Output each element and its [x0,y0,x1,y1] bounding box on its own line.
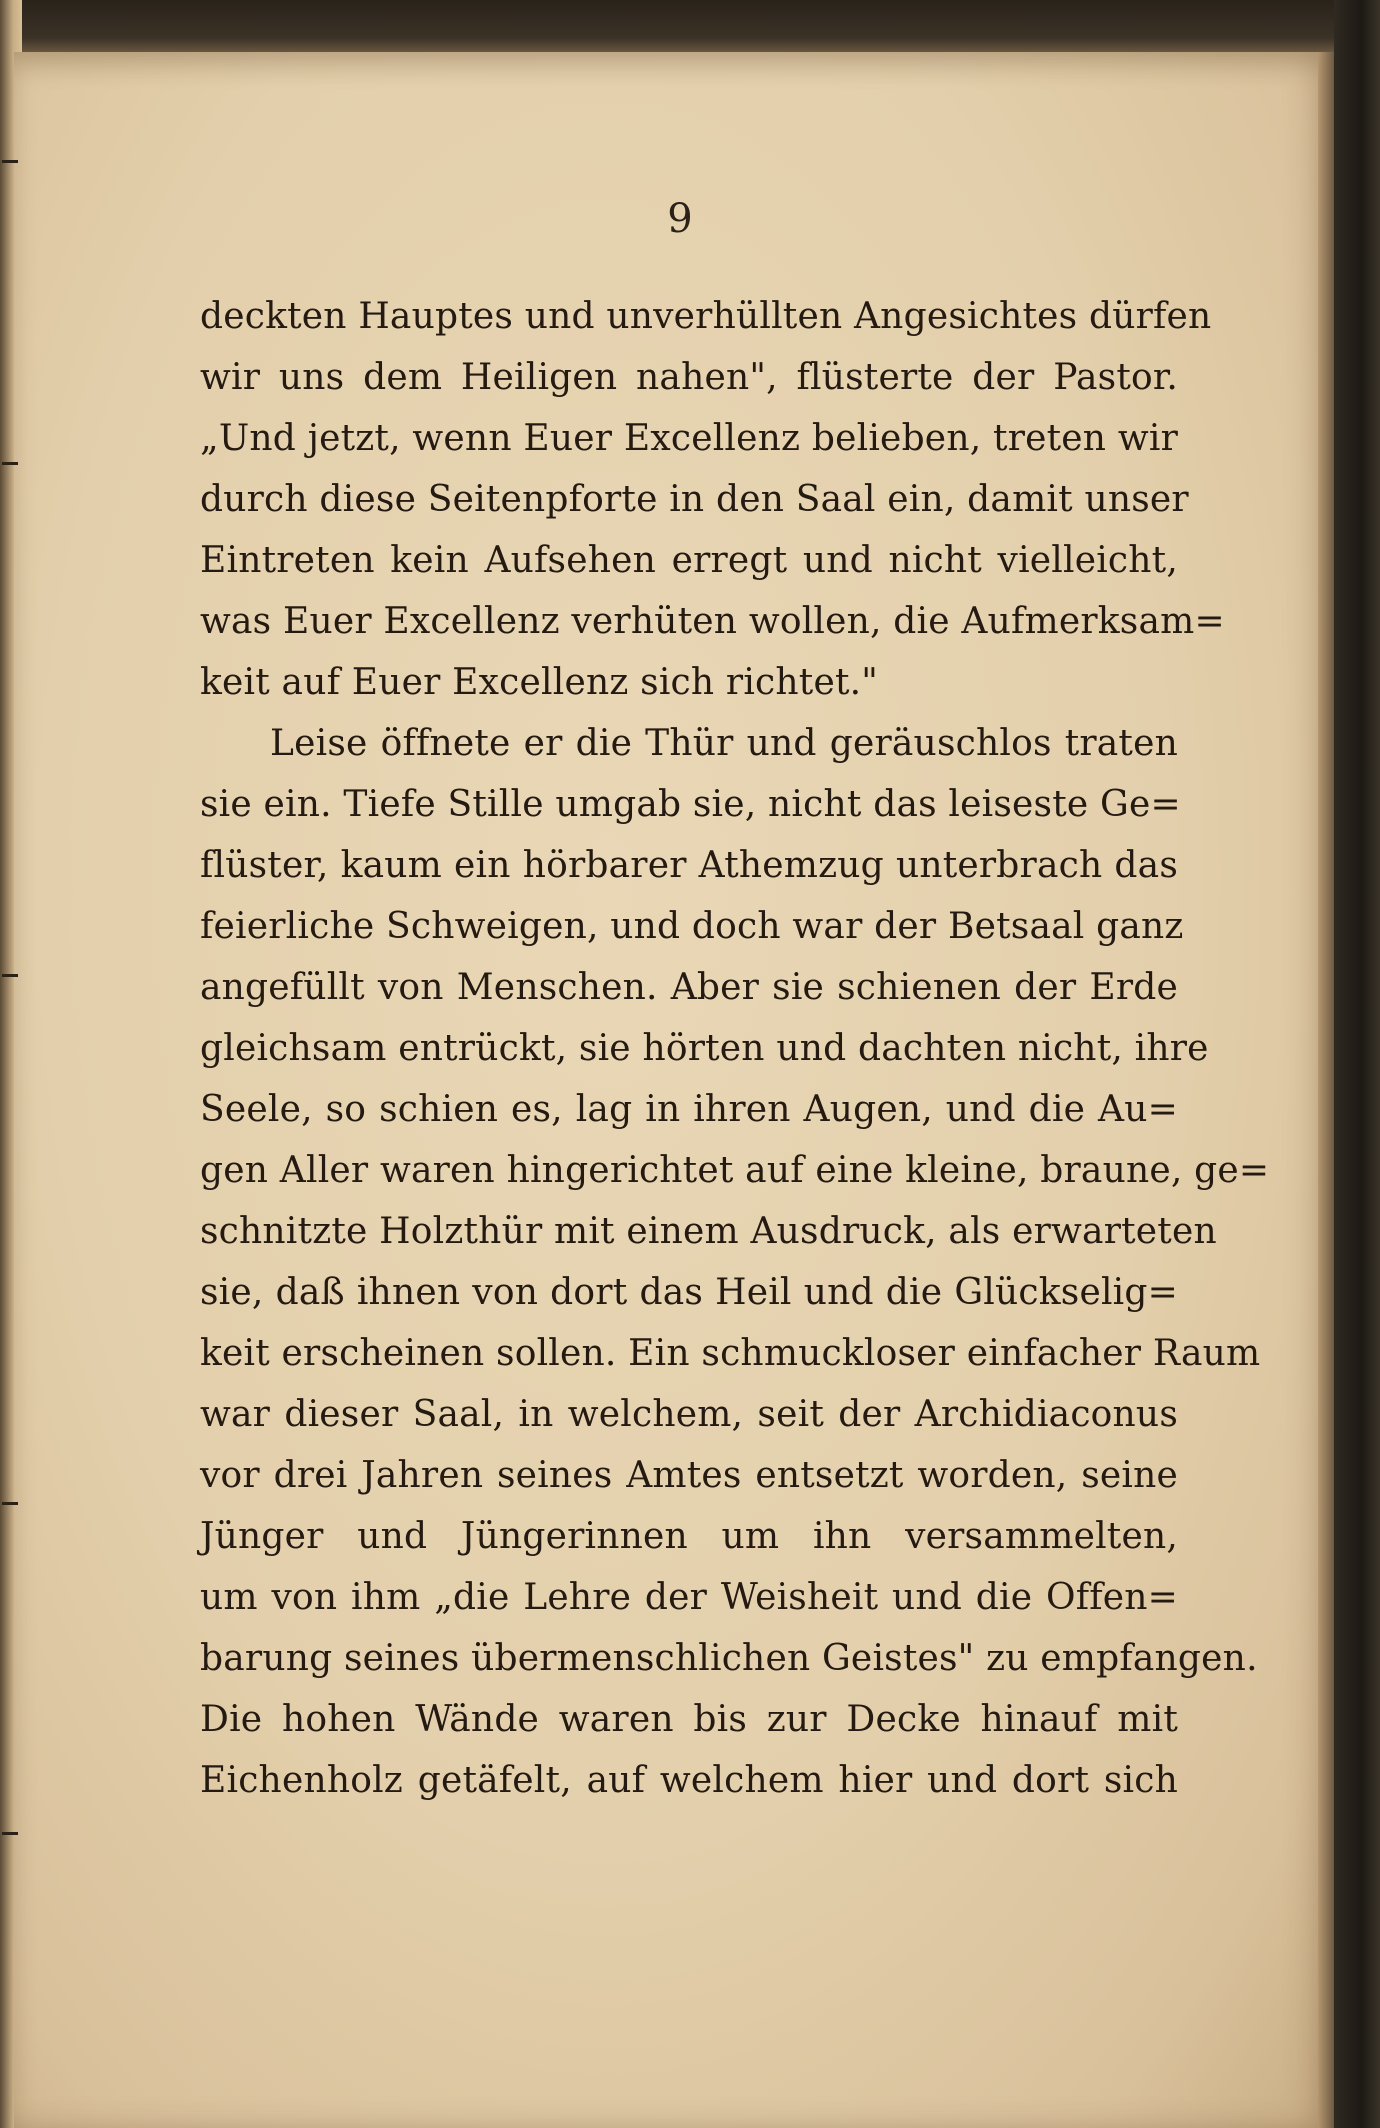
text-line: sie, daß ihnen von dort das Heil und die Glückselig= [200,1272,1178,1313]
book-cover-edge [1334,0,1380,2128]
text-line: wir uns dem Heiligen nahen", flüsterte der Pastor. [200,357,1178,398]
text-line: Seele, so schien es, lag in ihren Augen, und die Au= [200,1089,1178,1130]
text-line: Eichenholz getäfelt, auf welchem hier und dort sich [200,1760,1178,1801]
text-line: deckten Hauptes und unverhüllten Angesichtes dürfen [200,296,1212,337]
text-line: vor drei Jahren seines Amtes entsetzt worden, seine [200,1455,1178,1496]
page-edge-shadow [1318,52,1334,2128]
margin-mark [2,462,18,465]
text-line: Die hohen Wände waren bis zur Decke hinauf mit [200,1699,1178,1740]
text-line: „Und jetzt, wenn Euer Excellenz belieben, treten wir [200,418,1178,459]
text-line: Jünger und Jüngerinnen um ihn versammelten, [200,1516,1178,1557]
margin-mark [2,160,18,163]
text-line: Eintreten kein Aufsehen erregt und nicht vielleicht, [200,540,1178,581]
margin-mark [2,1832,18,1835]
text-line: war dieser Saal, in welchem, seit der Archidiaconus [200,1394,1178,1435]
text-line: Leise öffnete er die Thür und geräuschlos traten [270,723,1178,764]
text-line: keit erscheinen sollen. Ein schmuckloser einfacher Raum [200,1333,1261,1374]
text-line: gen Aller waren hingerichtet auf eine kleine, braune, ge= [200,1150,1270,1191]
text-line: was Euer Excellenz verhüten wollen, die Aufmerksam= [200,601,1225,642]
margin-mark [2,1502,18,1505]
text-line: um von ihm „die Lehre der Weisheit und die Offen= [200,1577,1178,1618]
body-text [200,286,1270,1811]
text-line: barung seines übermenschlichen Geistes" zu empfangen. [200,1638,1258,1679]
page-number: 9 [667,196,693,242]
scan-top-margin [0,0,1380,54]
text-line: flüster, kaum ein hörbarer Athemzug unterbrach das [200,845,1178,886]
text-line: schnitzte Holzthür mit einem Ausdruck, als erwarteten [200,1211,1217,1252]
margin-mark [2,974,18,977]
text-line: angefüllt von Menschen. Aber sie schienen der Erde [200,967,1178,1008]
text-line: keit auf Euer Excellenz sich richtet." [200,662,879,703]
text-line: feierliche Schweigen, und doch war der Betsaal ganz [200,906,1184,947]
text-line: gleichsam entrückt, sie hörten und dachten nicht, ihre [200,1028,1209,1069]
text-line: sie ein. Tiefe Stille umgab sie, nicht das leiseste Ge= [200,784,1181,825]
text-line: durch diese Seitenpforte in den Saal ein, damit unser [200,479,1189,520]
